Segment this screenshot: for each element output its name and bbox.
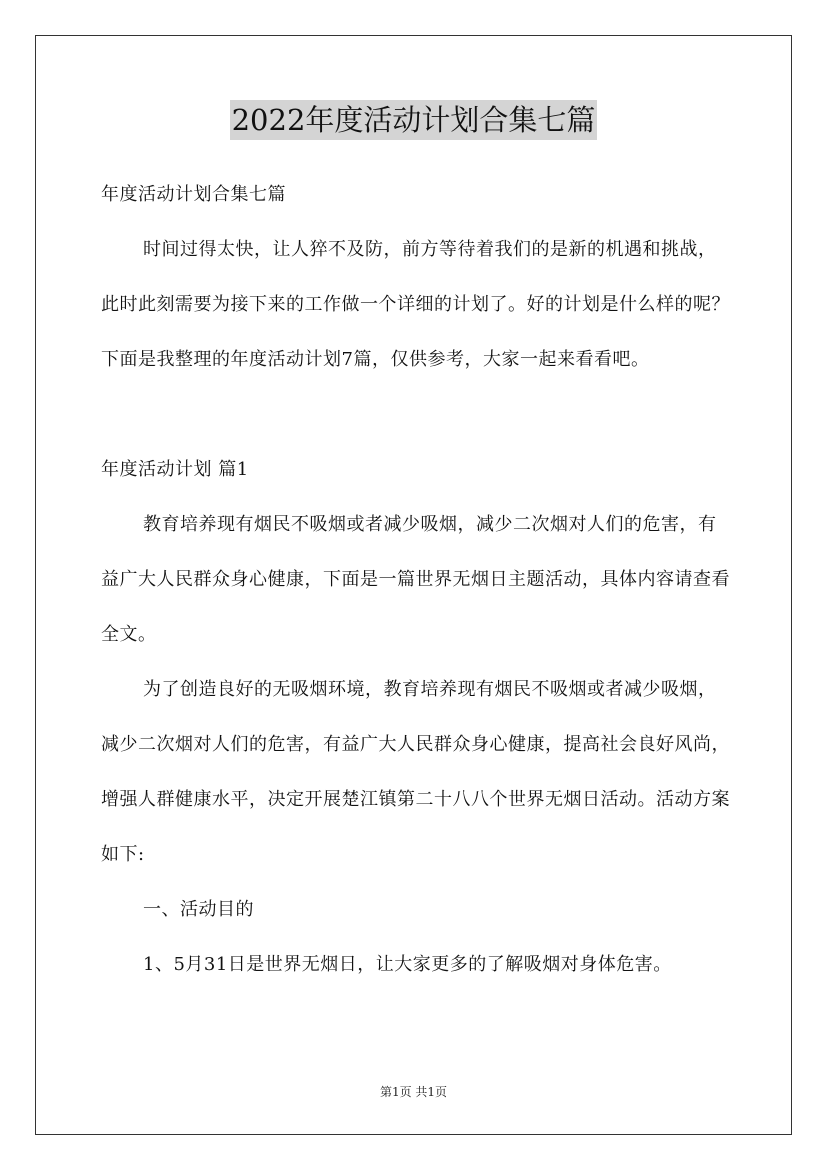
document-body <box>101 167 731 992</box>
subsection-heading: 一、活动目的 <box>143 899 254 920</box>
intro-paragraph: 时间过得太快，让人猝不及防，前方等待着我们的是新的机遇和挑战，此时此刻需要为接下来的工作做一个详细的计划了。好的计划是什么样的呢？下面是我整理的年度活动计划7篇，仅供参考，大家一起来看看吧。 <box>101 239 730 370</box>
document-subtitle: 年度活动计划合集七篇 <box>101 184 286 205</box>
list-item: 1、5月31日是世界无烟日，让大家更多的了解吸烟对身体危害。 <box>143 954 672 975</box>
section-heading: 年度活动计划 篇1 <box>101 459 249 480</box>
section-paragraph-2: 为了创造良好的无吸烟环境，教育培养现有烟民不吸烟或者减少吸烟，减少二次烟对人们的危害，有益广大人民群众身心健康，提高社会良好风尚，增强人群健康水平，决定开展楚江镇第二十八八个世界无烟日活动。活动方案如下: <box>101 679 730 865</box>
page-footer: 第1页 共1页 <box>379 1085 448 1099</box>
title-container <box>0 100 827 140</box>
section-paragraph-1: 教育培养现有烟民不吸烟或者减少吸烟，减少二次烟对人们的危害，有益广大人民群众身心健康，下面是一篇世界无烟日主题活动，具体内容请查看全文。 <box>101 514 730 645</box>
document-title: 2022年度活动计划合集七篇 <box>230 100 598 140</box>
paragraph-spacer <box>101 387 731 442</box>
